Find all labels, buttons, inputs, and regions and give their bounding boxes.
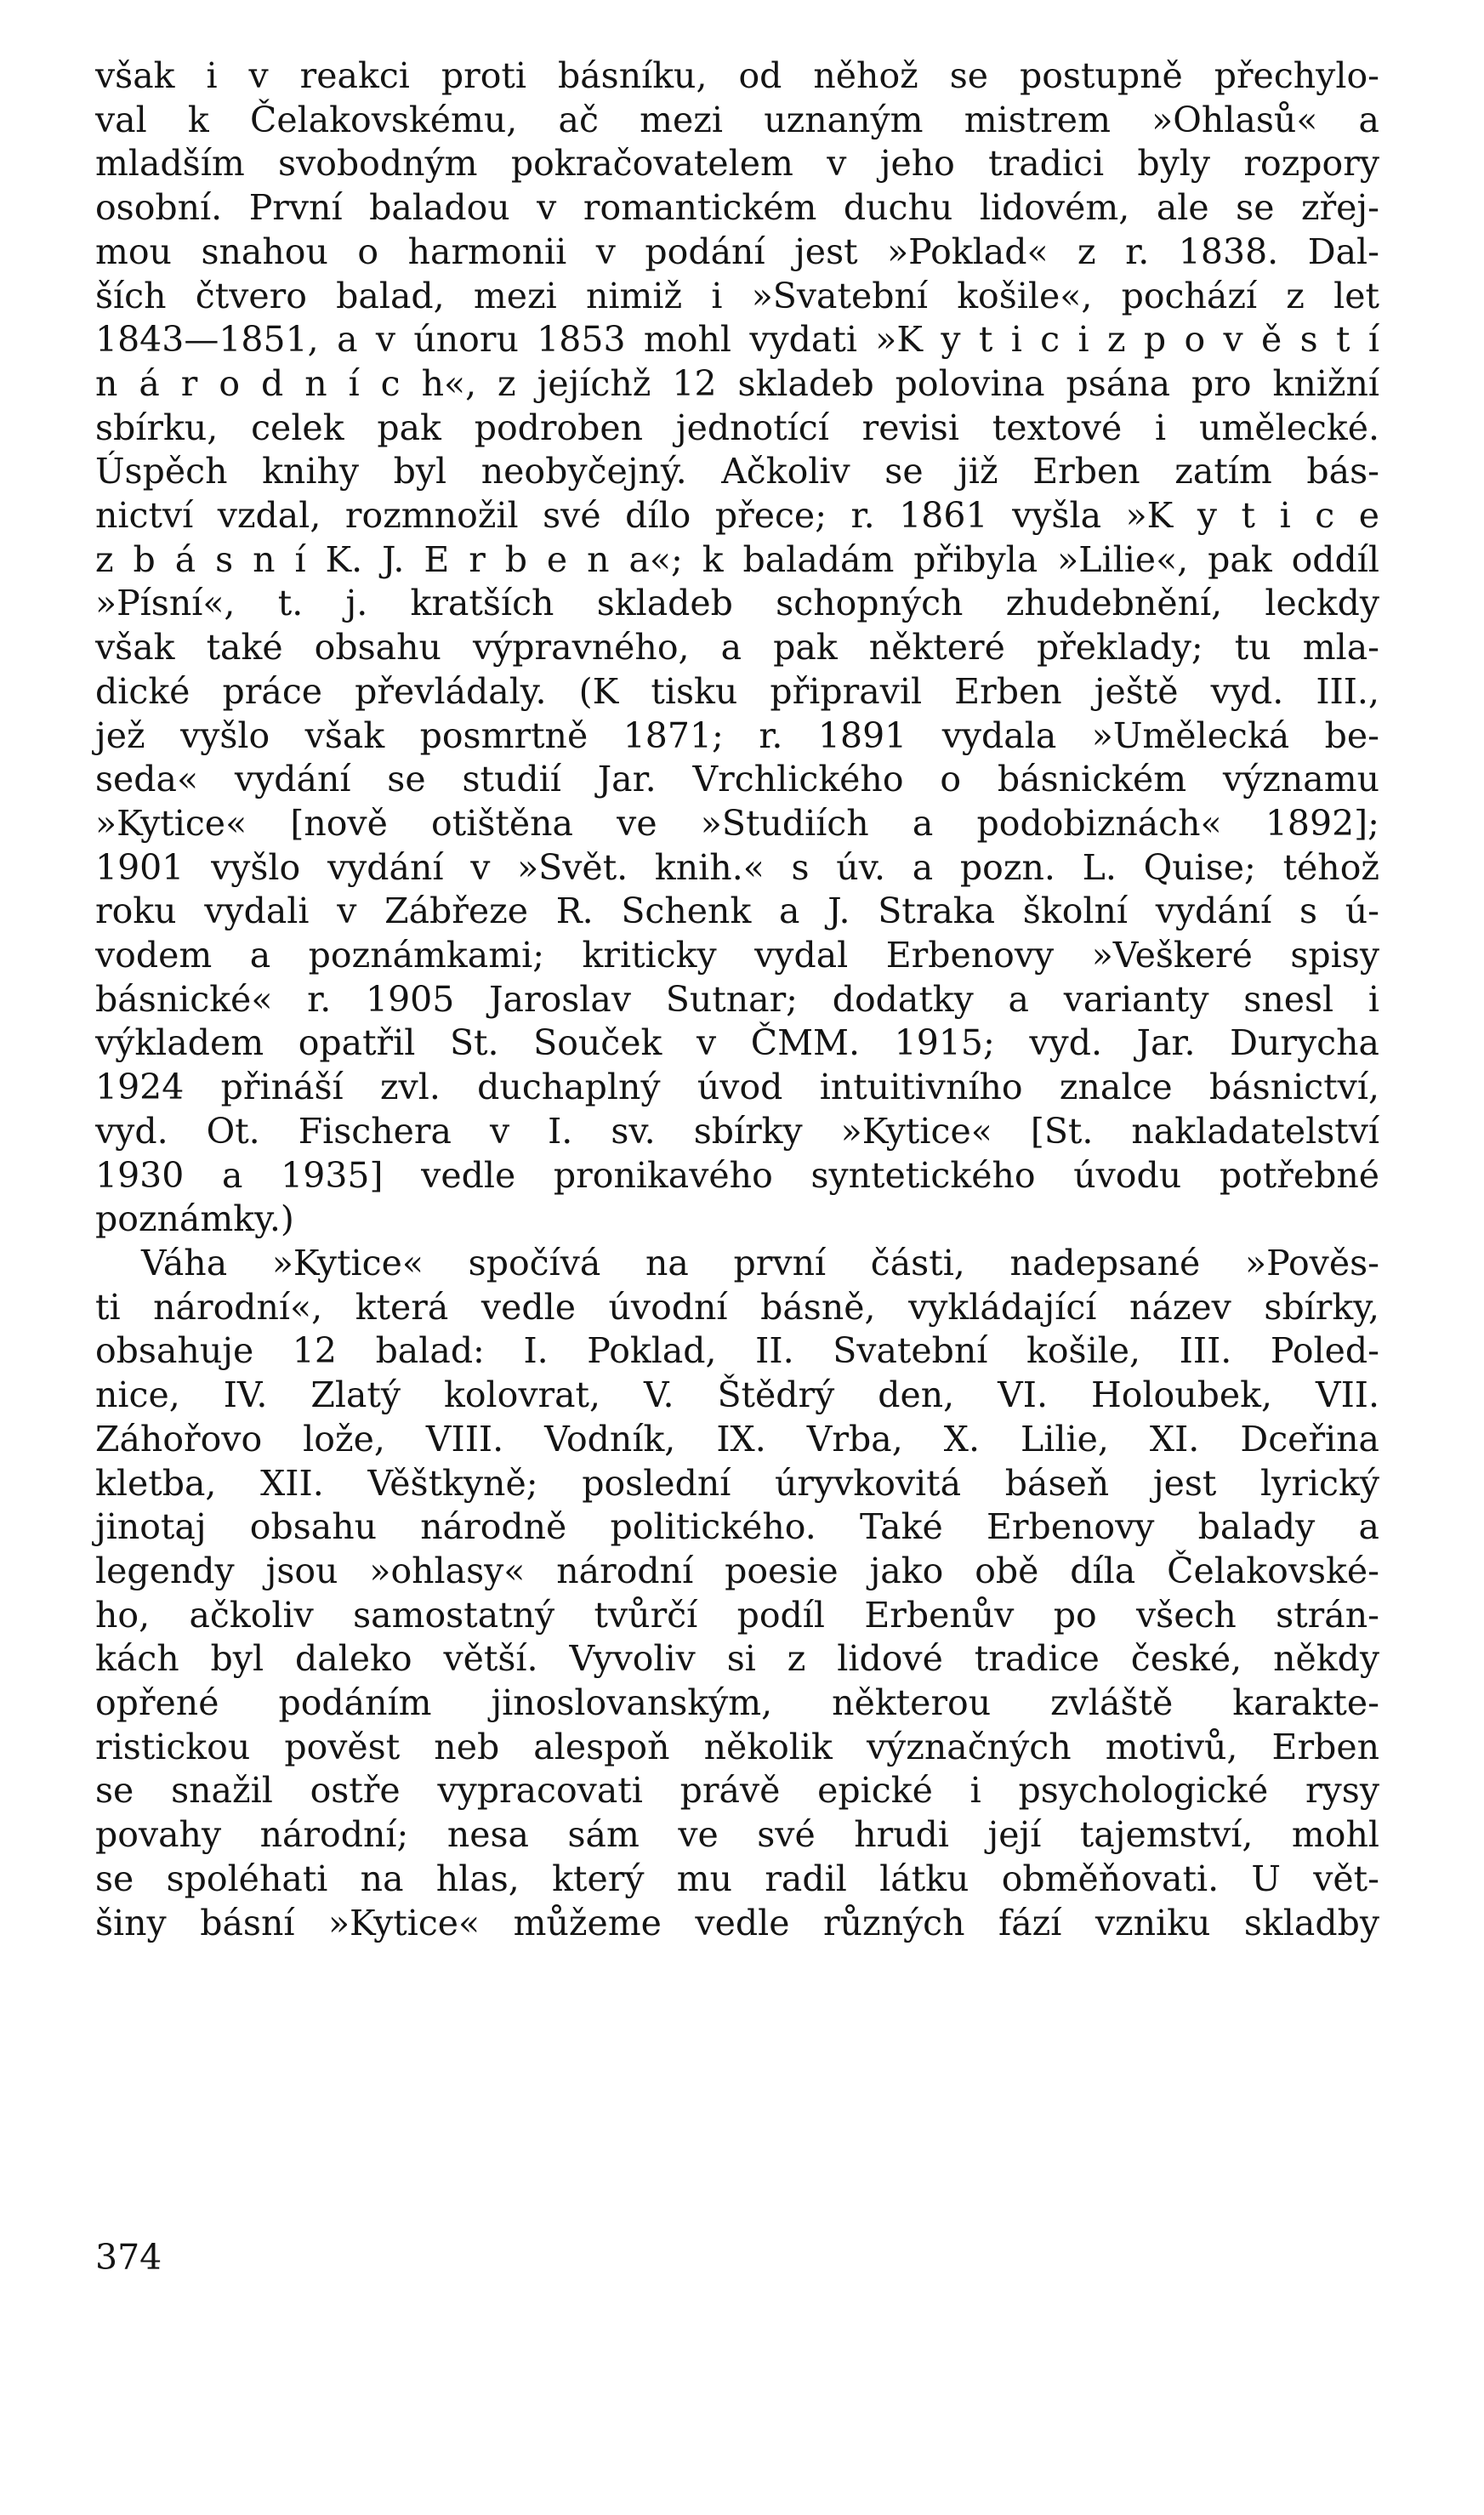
text-line: však také obsahu výpravného, a pak některé překlady; tu mla- [95, 627, 1379, 669]
text-line: ristickou pověst neb alespoň několik význačných motivů, Erben [95, 1726, 1379, 1767]
paragraph [95, 54, 1379, 1242]
paragraph [95, 1242, 1379, 1945]
text-line: básnické« r. 1905 Jaroslav Sutnar; dodatky a varianty snesl i [95, 978, 1379, 1020]
text-line: výkladem opatřil St. Souček v ČMM. 1915; vyd. Jar. Durycha [95, 1022, 1379, 1064]
page-number: 374 [95, 2237, 162, 2278]
text-line: obsahuje 12 balad: I. Poklad, II. Svatební košile, III. Poled- [95, 1330, 1379, 1372]
text-line: »Písní«, t. j. kratších skladeb schopných zhudebnění, leckdy [95, 583, 1379, 624]
text-line: osobní. První baladou v romantickém duchu lidovém, ale se zřej- [95, 187, 1379, 229]
text-line: legendy jsou »ohlasy« národní poesie jako obě díla Čelakovské- [95, 1550, 1379, 1591]
text-line: kách byl daleko větší. Vyvoliv si z lidové tradice české, někdy [95, 1638, 1379, 1680]
text-line: Váha »Kytice« spočívá na první části, nadepsané »Pověs- [141, 1242, 1379, 1283]
text-line: 1930 a 1935] vedle pronikavého syntetického úvodu potřebné [95, 1154, 1379, 1196]
text-line: mladším svobodným pokračovatelem v jeho tradici byly rozpory [95, 143, 1379, 185]
text-line: kletba, XII. Věštkyně; poslední úryvkovitá báseň jest lyrický [95, 1462, 1379, 1504]
text-line: vodem a poznámkami; kriticky vydal Erbenovy »Veškeré spisy [95, 935, 1379, 976]
text-line: vyd. Ot. Fischera v I. sv. sbírky »Kytice« [St. nakladatelství [95, 1110, 1379, 1152]
text-line: opřené podáním jinoslovanským, některou zvláště karakte- [95, 1682, 1379, 1724]
text-line: Záhořovo lože, VIII. Vodník, IX. Vrba, X. Lilie, XI. Dceřina [95, 1418, 1379, 1459]
text-line: se spoléhati na hlas, který mu radil látku obměňovati. U vět- [95, 1858, 1379, 1899]
text-line: 1843—1851, a v únoru 1853 mohl vydati »K y t i c i z p o v ě s t í [95, 319, 1379, 361]
text-line: Úspěch knihy byl neobyčejný. Ačkoliv se již Erben zatím bás- [95, 451, 1379, 492]
body-text [95, 54, 1379, 1945]
text-line: poznámky.) [95, 1198, 294, 1240]
text-line: však i v reakci proti básníku, od něhož se postupně přechylo- [95, 55, 1379, 96]
text-line: ho, ačkoliv samostatný tvůrčí podíl Erbenův po všech strán- [95, 1594, 1379, 1636]
text-line: nice, IV. Zlatý kolovrat, V. Štědrý den, VI. Holoubek, VII. [95, 1374, 1379, 1416]
text-line: nictví vzdal, rozmnožil své dílo přece; r. 1861 vyšla »K y t i c e [95, 495, 1379, 537]
text-line: dické práce převládaly. (K tisku připravil Erben ještě vyd. III., [95, 670, 1379, 712]
text-line: jinotaj obsahu národně politického. Také Erbenovy balady a [95, 1506, 1379, 1548]
text-line: n á r o d n í c h«, z jejíchž 12 skladeb polovina psána pro knižní [95, 362, 1379, 404]
text-line: val k Čelakovskému, ač mezi uznaným mistrem »Ohlasů« a [95, 99, 1379, 140]
text-line: mou snahou o harmonii v podání jest »Poklad« z r. 1838. Dal- [95, 230, 1379, 272]
text-line: ších čtvero balad, mezi nimiž i »Svatební košile«, pochází z let [95, 275, 1379, 316]
text-line: šiny básní »Kytice« můžeme vedle různých fází vzniku skladby [95, 1902, 1379, 1943]
text-line: jež vyšlo však posmrtně 1871; r. 1891 vydala »Umělecká be- [95, 714, 1379, 756]
text-line: seda« vydání se studií Jar. Vrchlického o básnickém významu [95, 759, 1379, 800]
text-line: sbírku, celek pak podroben jednotící revisi textové i umělecké. [95, 407, 1379, 448]
text-line: se snažil ostře vypracovati právě epické i psychologické rysy [95, 1770, 1379, 1812]
text-line: povahy národní; nesa sám ve své hrudi její tajemství, mohl [95, 1814, 1379, 1856]
text-line: z b á s n í K. J. E r b e n a«; k baladám přibyla »Lilie«, pak oddíl [95, 538, 1379, 580]
text-line: roku vydali v Zábřeze R. Schenk a J. Straka školní vydání s ú- [95, 890, 1379, 932]
text-line: 1924 přináší zvl. duchaplný úvod intuitivního znalce básnictví, [95, 1067, 1379, 1108]
text-line: »Kytice« [nově otištěna ve »Studiích a podobiznách« 1892]; [95, 802, 1379, 844]
text-line: 1901 vyšlo vydání v »Svět. knih.« s úv. a pozn. L. Quise; téhož [95, 846, 1379, 888]
text-line: ti národní«, která vedle úvodní básně, vykládající název sbírky, [95, 1286, 1379, 1328]
